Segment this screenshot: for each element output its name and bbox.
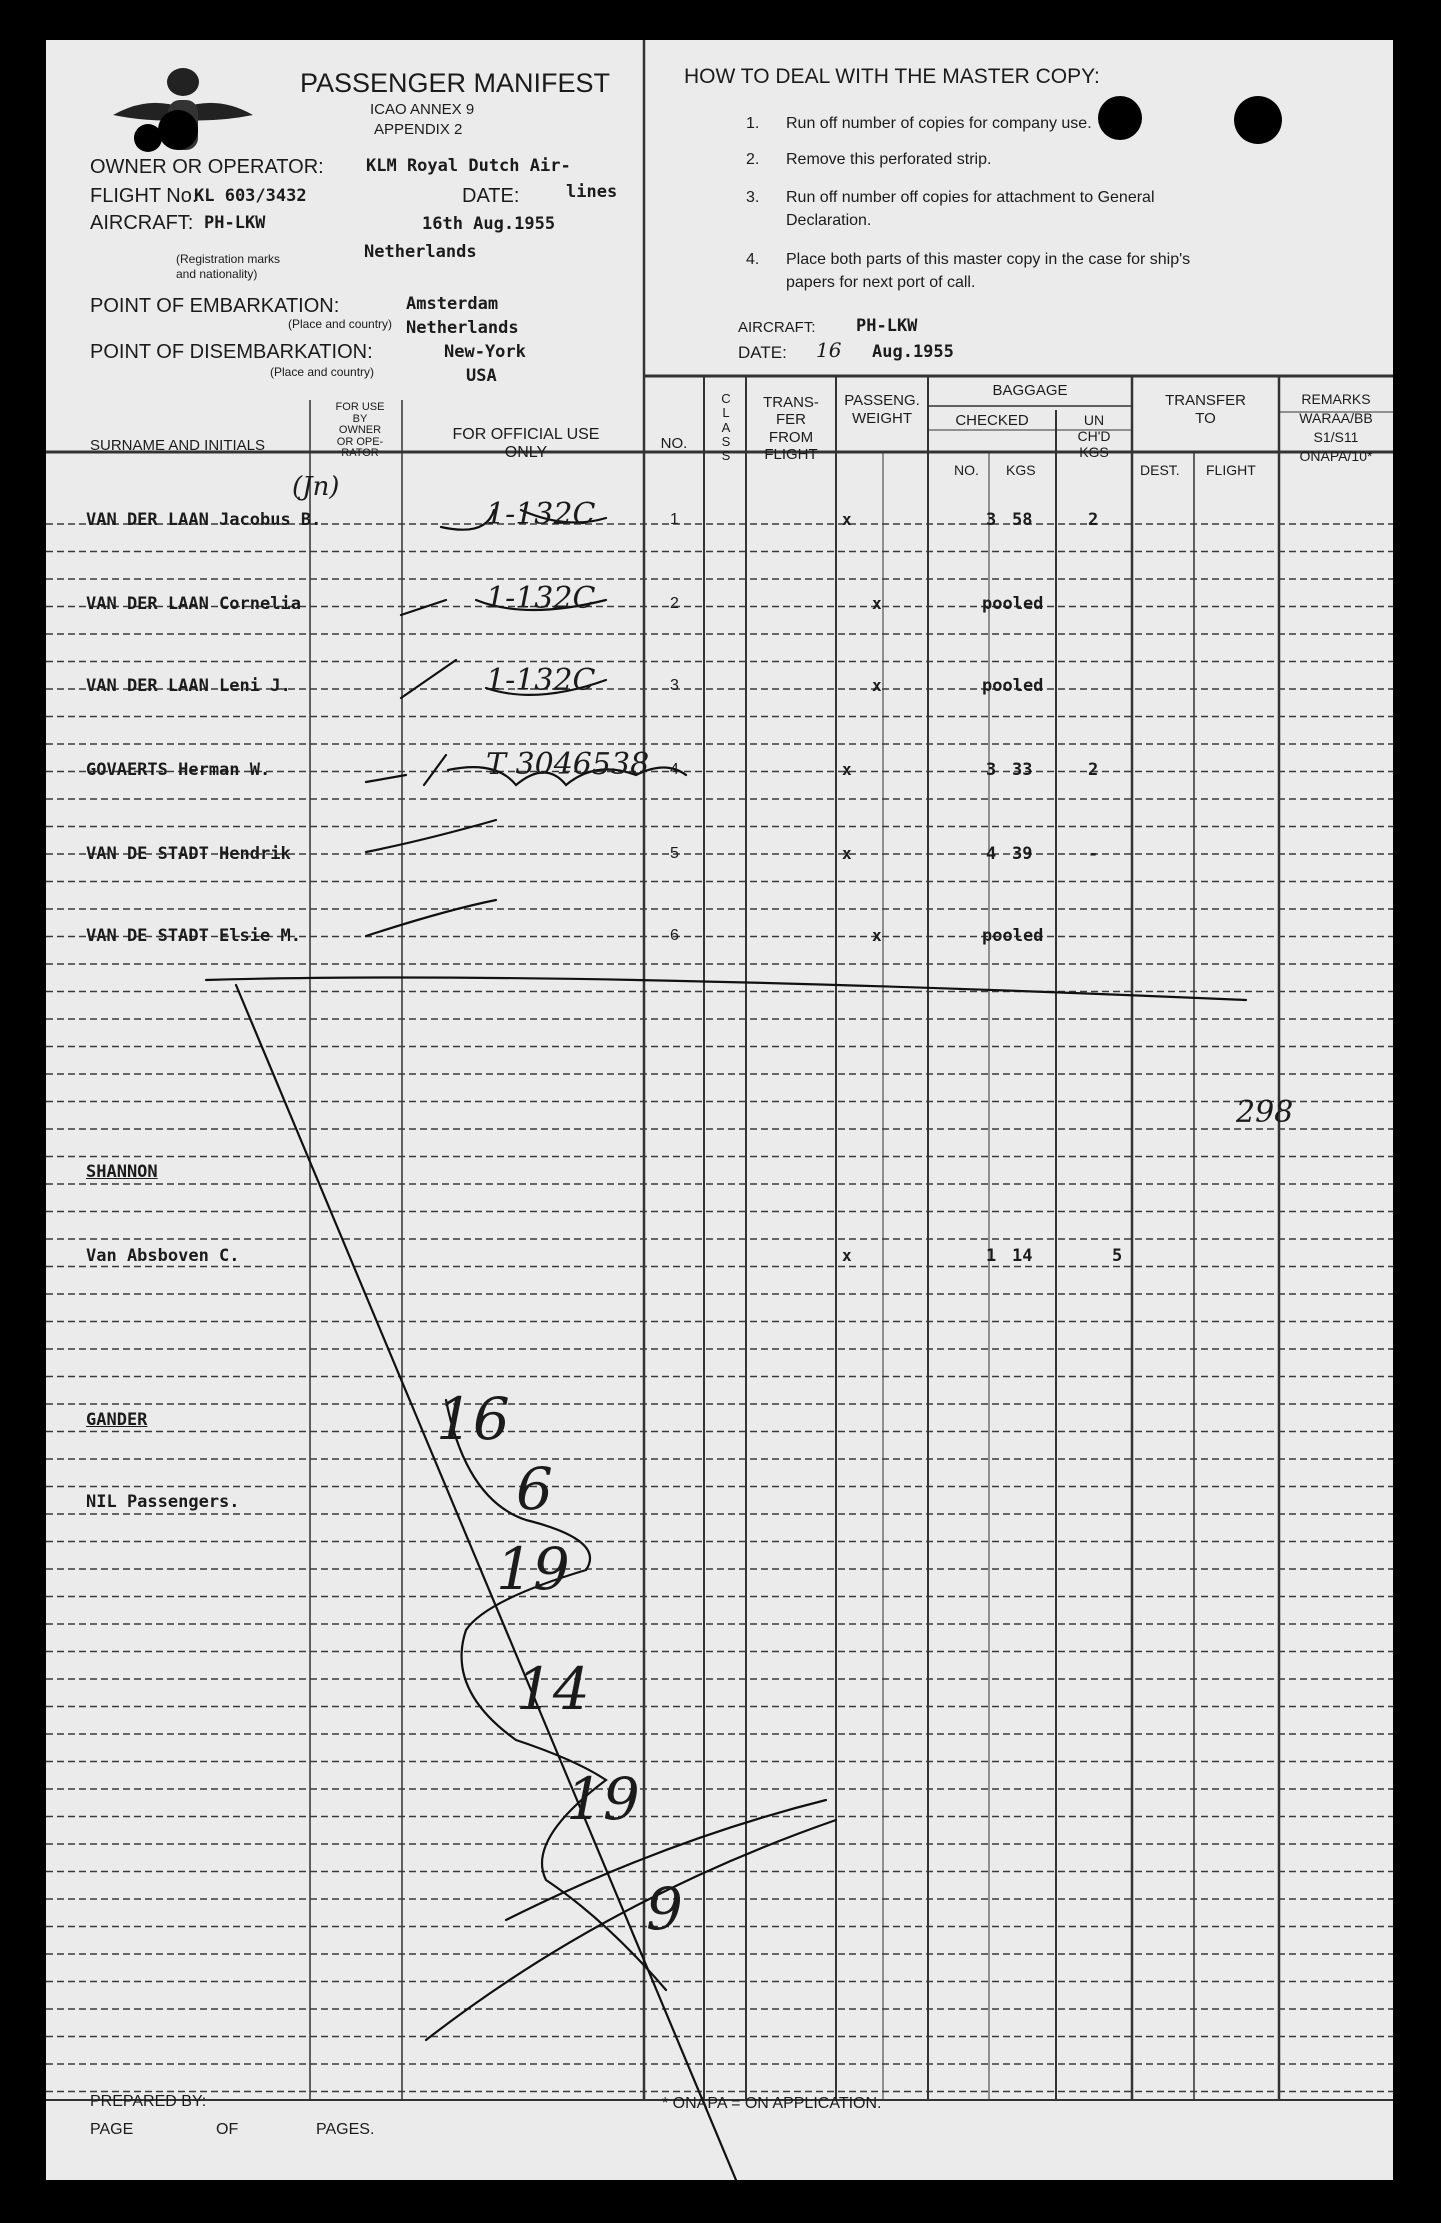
disembarkation-label: POINT OF DISEMBARKATION: xyxy=(90,341,373,363)
weight-mark: x xyxy=(872,676,882,695)
handwritten-initials: (Jn) xyxy=(292,472,340,502)
handwritten-tally: 9 xyxy=(646,1875,683,1943)
embarkation-city: Amsterdam xyxy=(406,294,499,314)
flight-value: KL 603/3432 xyxy=(194,186,307,206)
instruction-number: 3. xyxy=(746,189,760,206)
date-label-right: DATE: xyxy=(738,343,787,362)
passenger-name: VAN DER LAAN Leni J. xyxy=(86,676,291,696)
official-use-mark: 1-132C xyxy=(486,663,596,698)
of-label: OF xyxy=(216,2121,239,2138)
col-header-kgs: KGS xyxy=(1006,462,1036,478)
disembarkation-note: (Place and country) xyxy=(270,365,375,379)
embarkation-note: (Place and country) xyxy=(288,317,393,331)
date-value-right: Aug.1955 xyxy=(872,342,954,362)
col-header-baggage: BAGGAGE xyxy=(992,382,1068,399)
aircraft-label: AIRCRAFT: xyxy=(90,212,194,234)
punch-hole xyxy=(1098,96,1142,140)
passenger-number: 2 xyxy=(670,595,679,612)
official-use-mark: 1-132C xyxy=(486,581,596,616)
baggage-count: 3 xyxy=(986,760,997,780)
passenger-name: GOVAERTS Herman W. xyxy=(86,760,271,780)
disembarkation-country: USA xyxy=(466,366,497,386)
unchecked-kgs: 2 xyxy=(1088,510,1099,530)
embarkation-country: Netherlands xyxy=(406,318,519,338)
baggage-count: 4 xyxy=(986,844,997,864)
date-value-right-day: 16 xyxy=(816,338,842,362)
nationality-value: Netherlands xyxy=(364,242,477,262)
col-header-remarks: REMARKS WARAA/BB S1/S11 ONAPA/10* xyxy=(1299,391,1373,464)
aircraft-value: PH-LKW xyxy=(204,213,266,233)
col-header-dest: DEST. xyxy=(1140,462,1180,478)
page-label: PAGE xyxy=(90,2121,134,2138)
baggage-kgs: 14 xyxy=(1012,1246,1033,1266)
onapa-footnote: * ONAPA = ON APPLICATION. xyxy=(662,2095,882,2112)
official-use-mark: T 3046538 xyxy=(486,747,650,782)
aircraft-label-right: AIRCRAFT: xyxy=(738,319,816,336)
col-header-unchecked: UN CH'D KGS xyxy=(1077,412,1111,461)
handwritten-tally: 19 xyxy=(496,1535,570,1603)
passenger-name: VAN DE STADT Hendrik xyxy=(86,844,291,864)
table-row xyxy=(46,663,1393,708)
baggage-kgs: 39 xyxy=(1012,844,1033,864)
date-label-left: DATE: xyxy=(462,185,520,207)
passenger-name: NIL Passengers. xyxy=(86,1492,240,1512)
col-header-transfer-from: TRANS- FER FROM FLIGHT xyxy=(763,394,819,463)
baggage-pooled: pooled xyxy=(982,676,1044,696)
registration-note-2: and nationality) xyxy=(176,267,258,281)
stop-heading: SHANNON xyxy=(86,1162,158,1182)
form-title: PASSENGER MANIFEST xyxy=(300,68,611,98)
owner-value-continued: lines xyxy=(566,182,618,202)
flight-label: FLIGHT No. xyxy=(90,185,198,207)
weight-mark: x xyxy=(842,760,852,779)
form-subtitle-annex: ICAO ANNEX 9 xyxy=(370,101,475,118)
handwritten-tally: 16 xyxy=(436,1385,510,1453)
col-header-class: C L A S S xyxy=(721,391,731,464)
col-header-flight: FLIGHT xyxy=(1206,462,1256,478)
weight-mark: x xyxy=(842,1246,852,1265)
weight-mark: x xyxy=(872,926,882,945)
date-value-left: 16th Aug.1955 xyxy=(422,214,556,234)
baggage-kgs: 58 xyxy=(1012,510,1033,530)
official-use-mark: 1-132C xyxy=(486,497,596,532)
stop-heading: GANDER xyxy=(86,1410,148,1430)
passenger-number: 5 xyxy=(670,845,679,862)
form-subtitle-appendix: APPENDIX 2 xyxy=(374,121,463,138)
instruction-text: Declaration. xyxy=(786,212,872,229)
col-header-bag-no-label: NO. xyxy=(954,462,979,478)
table-row xyxy=(46,747,1393,792)
instruction-text: papers for next port of call. xyxy=(786,274,976,291)
instruction-text: Remove this perforated strip. xyxy=(786,151,992,168)
weight-mark: x xyxy=(842,844,852,863)
handwritten-tally: 14 xyxy=(516,1655,590,1723)
unchecked-kgs: 5 xyxy=(1112,1246,1123,1266)
instruction-number: 4. xyxy=(746,251,760,268)
punch-hole xyxy=(1234,96,1282,144)
col-header-transfer-to: TRANSFER TO xyxy=(1165,392,1246,427)
table-row xyxy=(46,928,1393,958)
col-header-no: NO. xyxy=(660,435,688,452)
instruction-text: Place both parts of this master copy in the case for ship's xyxy=(786,251,1191,268)
baggage-count: 3 xyxy=(986,510,997,530)
weight-mark: x xyxy=(842,510,852,529)
col-header-official-use: FOR OFFICIAL USE ONLY xyxy=(452,426,600,461)
instruction-text: Run off number off copies for attachment to General xyxy=(786,189,1155,206)
passenger-name: Van Absboven C. xyxy=(86,1246,240,1266)
passenger-number: 4 xyxy=(670,761,679,778)
passenger-number: 6 xyxy=(670,927,679,944)
baggage-kgs: 33 xyxy=(1012,760,1033,780)
table-row xyxy=(46,1494,1393,1524)
unchecked-kgs: 2 xyxy=(1088,760,1099,780)
passenger-name: VAN DER LAAN Jacobus B. xyxy=(86,510,322,530)
manifest-sheet xyxy=(46,40,1393,2180)
prepared-by-label: PREPARED BY: xyxy=(90,2093,207,2110)
table-row xyxy=(46,581,1393,626)
baggage-pooled: pooled xyxy=(982,594,1044,614)
passenger-number: 3 xyxy=(670,677,679,694)
weight-mark: x xyxy=(872,594,882,613)
pages-label: PAGES. xyxy=(316,2121,375,2138)
passenger-name: VAN DE STADT Elsie M. xyxy=(86,926,301,946)
owner-value: KLM Royal Dutch Air- xyxy=(366,156,571,176)
col-header-surname: SURNAME AND INITIALS xyxy=(90,437,266,454)
handwritten-tally: 19 xyxy=(566,1765,640,1833)
passenger-number: 1 xyxy=(670,511,679,528)
embarkation-label: POINT OF EMBARKATION: xyxy=(90,295,340,317)
instruction-number: 1. xyxy=(746,115,760,132)
col-header-owner-use: FOR USE BY OWNER OR OPE- RATOR xyxy=(335,401,385,460)
registration-note-1: (Registration marks xyxy=(176,252,281,266)
passenger-name: VAN DER LAAN Cornelia xyxy=(86,594,301,614)
table-row xyxy=(46,1248,1393,1278)
baggage-count: 1 xyxy=(986,1246,997,1266)
col-header-checked: CHECKED xyxy=(955,412,1029,429)
unchecked-kgs: - xyxy=(1088,844,1099,864)
handwritten-tally: 6 xyxy=(516,1455,553,1523)
owner-label: OWNER OR OPERATOR: xyxy=(90,156,324,178)
table-row xyxy=(46,497,1393,542)
punch-hole xyxy=(158,110,198,150)
aircraft-value-right: PH-LKW xyxy=(856,316,918,336)
baggage-pooled: pooled xyxy=(982,926,1044,946)
disembarkation-city: New-York xyxy=(444,342,526,362)
col-header-passenger-weight: PASSENG. WEIGHT xyxy=(844,392,920,427)
instructions-title: HOW TO DEAL WITH THE MASTER COPY: xyxy=(684,65,1100,88)
instruction-text: Run off number of copies for company use. xyxy=(786,115,1092,132)
page-total-annotation: 298 xyxy=(1236,1095,1294,1130)
instruction-number: 2. xyxy=(746,151,760,168)
table-row xyxy=(46,846,1393,876)
